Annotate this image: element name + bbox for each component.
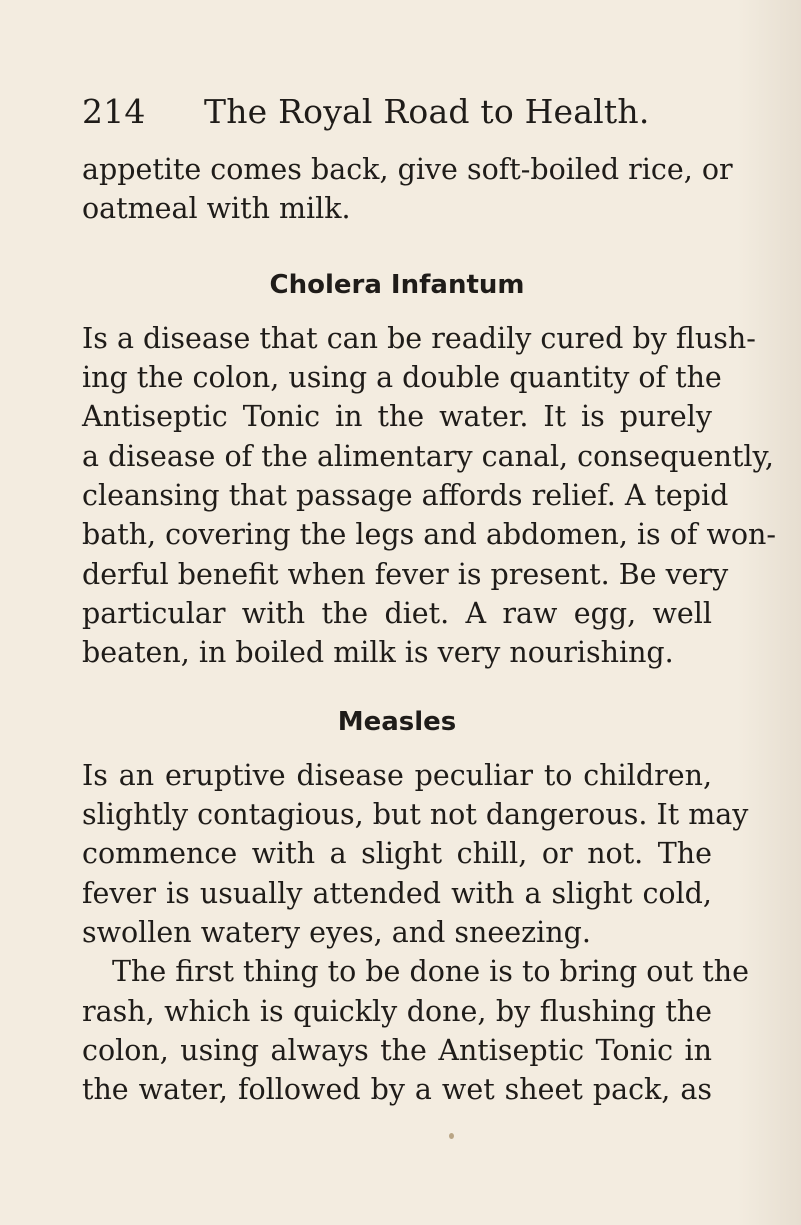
text-line: beaten, in boiled milk is very nourishing. bbox=[82, 636, 674, 670]
text-line: bath, covering the legs and abdomen, is of won- bbox=[82, 518, 777, 552]
body-text bbox=[82, 150, 777, 1110]
text-line: oatmeal with milk. bbox=[82, 192, 351, 226]
text-line: Antiseptic Tonic in the water. It is purely bbox=[82, 400, 712, 434]
text-line: colon, using always the Antiseptic Tonic in bbox=[82, 1033, 712, 1067]
text-line: swollen watery eyes, and sneezing. bbox=[82, 916, 591, 950]
text-line: the water, followed by a wet sheet pack, as bbox=[82, 1073, 712, 1107]
text-line: Is an eruptive disease peculiar to children, bbox=[82, 758, 712, 792]
text-line: commence with a slight chill, or not. The bbox=[82, 837, 712, 871]
measles-paragraph-2 bbox=[82, 952, 749, 1109]
text-line: appetite comes back, give soft-boiled rice, or bbox=[82, 153, 733, 186]
text-line: ing the colon, using a double quantity of the bbox=[82, 361, 722, 395]
text-line: a disease of the alimentary canal, consequently, bbox=[82, 439, 774, 473]
text-line: Is a disease that can be readily cured by flush- bbox=[82, 321, 756, 355]
text-line: fever is usually attended with a slight cold, bbox=[82, 876, 712, 910]
text-line: cleansing that passage affords relief. A tepid bbox=[82, 479, 729, 513]
paper-speck bbox=[449, 1133, 454, 1139]
intro-paragraph bbox=[82, 150, 733, 229]
running-head bbox=[82, 92, 650, 131]
section-heading-measles: Measles bbox=[337, 706, 457, 737]
running-title: The Royal Road to Health. bbox=[204, 92, 650, 131]
text-line: rash, which is quickly done, by flushing the bbox=[82, 994, 712, 1028]
section-heading-cholera-infantum: Cholera Infantum bbox=[269, 269, 525, 300]
cholera-paragraph bbox=[82, 319, 777, 673]
text-line: derful benefit when fever is present. Be very bbox=[82, 557, 729, 591]
text-line: slightly contagious, but not dangerous. It may bbox=[82, 798, 749, 832]
measles-paragraph-1 bbox=[82, 756, 749, 952]
page-number: 214 bbox=[82, 92, 146, 131]
text-line: The first thing to be done is to bring out the bbox=[112, 955, 749, 989]
text-line: particular with the diet. A raw egg, well bbox=[82, 596, 712, 630]
